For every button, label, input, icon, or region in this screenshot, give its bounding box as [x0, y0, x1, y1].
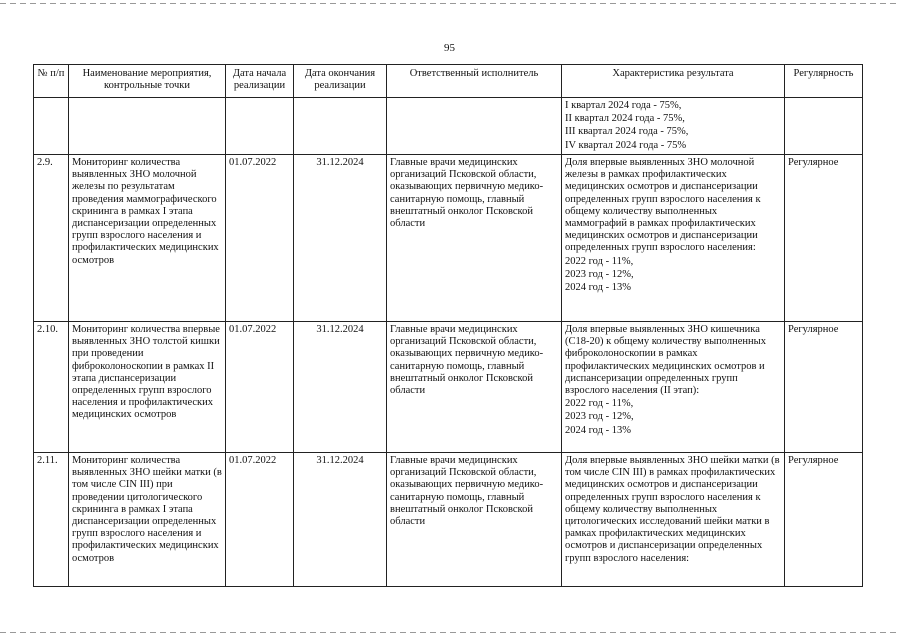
result-line: III квартал 2024 года - 75%, [565, 126, 689, 138]
cell-start: 01.07.2022 [226, 322, 294, 453]
cell-regularity: Регулярное [785, 155, 863, 322]
cell-result [562, 98, 785, 155]
result-text: Доля впервые выявленных ЗНО шейки матки (в том числе CIN III) в рамках профилактических медицинских осмотров и диспансеризации определенных групп взрослого населения к общему количеству выполненных цитологических исследований шейки матки в рамках профилактических медицинских осмотров и диспансеризации определенных групп взрослого населения: [565, 455, 780, 564]
result-text: Доля впервые выявленных ЗНО кишечника (С18-20) к общему количеству выполненных фиброколоноскопии в рамках профилактических медицинских осмотров и диспансеризации определенных групп взрослого населения (II этап): [565, 324, 766, 397]
header-name: Наименование мероприятия, контрольные точки [69, 65, 226, 98]
table-row [34, 322, 863, 453]
bottom-scan-edge [0, 632, 899, 633]
cell-regularity [785, 98, 863, 155]
result-value: 2023 год - 12%, [565, 268, 634, 280]
result-value: 2024 год - 13% [565, 424, 631, 436]
cell-name: Мониторинг количества выявленных ЗНО шейки матки (в том числе CIN III) при проведении цитологического скрининга в рамках I этапа диспансеризации определенных групп взрослого населения и профилактических медицинских осмотров [69, 453, 226, 587]
cell-result [562, 453, 785, 587]
top-scan-edge [0, 3, 899, 4]
plan-table [33, 64, 863, 587]
result-value: 2024 год - 13% [565, 282, 631, 294]
cell-num [34, 98, 69, 155]
cell-regularity: Регулярное [785, 322, 863, 453]
cell-regularity: Регулярное [785, 453, 863, 587]
cell-executor [387, 98, 562, 155]
header-end: Дата окончания реализации [294, 65, 387, 98]
table-header-row [34, 65, 863, 98]
cell-executor: Главные врачи медицинских организаций Псковской области, оказывающих первичную медико-санитарную помощь, главный внештатный онколог Псковской области [387, 453, 562, 587]
page-number: 95 [444, 42, 455, 54]
cell-end: 31.12.2024 [294, 322, 387, 453]
header-regularity: Регулярность [785, 65, 863, 98]
result-value: 2022 год - 11%, [565, 255, 634, 267]
header-executor: Ответственный исполнитель [387, 65, 562, 98]
table-row [34, 453, 863, 587]
cell-result [562, 155, 785, 322]
cell-end: 31.12.2024 [294, 155, 387, 322]
cell-num: 2.11. [34, 453, 69, 587]
header-num: № п/п [34, 65, 69, 98]
table-row [34, 155, 863, 322]
cell-name [69, 98, 226, 155]
cell-name: Мониторинг количества выявленных ЗНО молочной железы по результатам проведения маммографического скрининга в рамках I этапа диспансеризации определенных групп взрослого населения и профилактических медицинских осмотров [69, 155, 226, 322]
result-text: Доля впервые выявленных ЗНО молочной железы в рамках профилактических медицинских осмотров и диспансеризации определенных групп взрослого населения к общему количеству выполненных маммографий в рамках профилактических медицинских осмотров и диспансеризации определенных групп взрослого населения: [565, 157, 761, 254]
cell-start [226, 98, 294, 155]
cell-num: 2.10. [34, 322, 69, 453]
header-result: Характеристика результата [562, 65, 785, 98]
cell-name: Мониторинг количества впервые выявленных ЗНО толстой кишки при проведении фиброколоноскопии в рамках II этапа диспансеризации определенных групп взрослого населения и профилактических медицинских осмотров [69, 322, 226, 453]
cell-end: 31.12.2024 [294, 453, 387, 587]
cell-executor: Главные врачи медицинских организаций Псковской области, оказывающих первичную медико-санитарную помощь, главный внештатный онколог Псковской области [387, 155, 562, 322]
result-value: 2023 год - 12%, [565, 411, 634, 423]
result-line: II квартал 2024 года - 75%, [565, 113, 685, 125]
result-value: 2022 год - 11%, [565, 398, 634, 410]
header-start: Дата начала реализации [226, 65, 294, 98]
result-line: IV квартал 2024 года - 75% [565, 139, 687, 151]
table-row-continuation [34, 98, 863, 155]
cell-start: 01.07.2022 [226, 155, 294, 322]
cell-result [562, 322, 785, 453]
cell-num: 2.9. [34, 155, 69, 322]
cell-start: 01.07.2022 [226, 453, 294, 587]
cell-executor: Главные врачи медицинских организаций Псковской области, оказывающих первичную медико-санитарную помощь, главный внештатный онколог Псковской области [387, 322, 562, 453]
result-line: I квартал 2024 года - 75%, [565, 100, 682, 111]
cell-end [294, 98, 387, 155]
